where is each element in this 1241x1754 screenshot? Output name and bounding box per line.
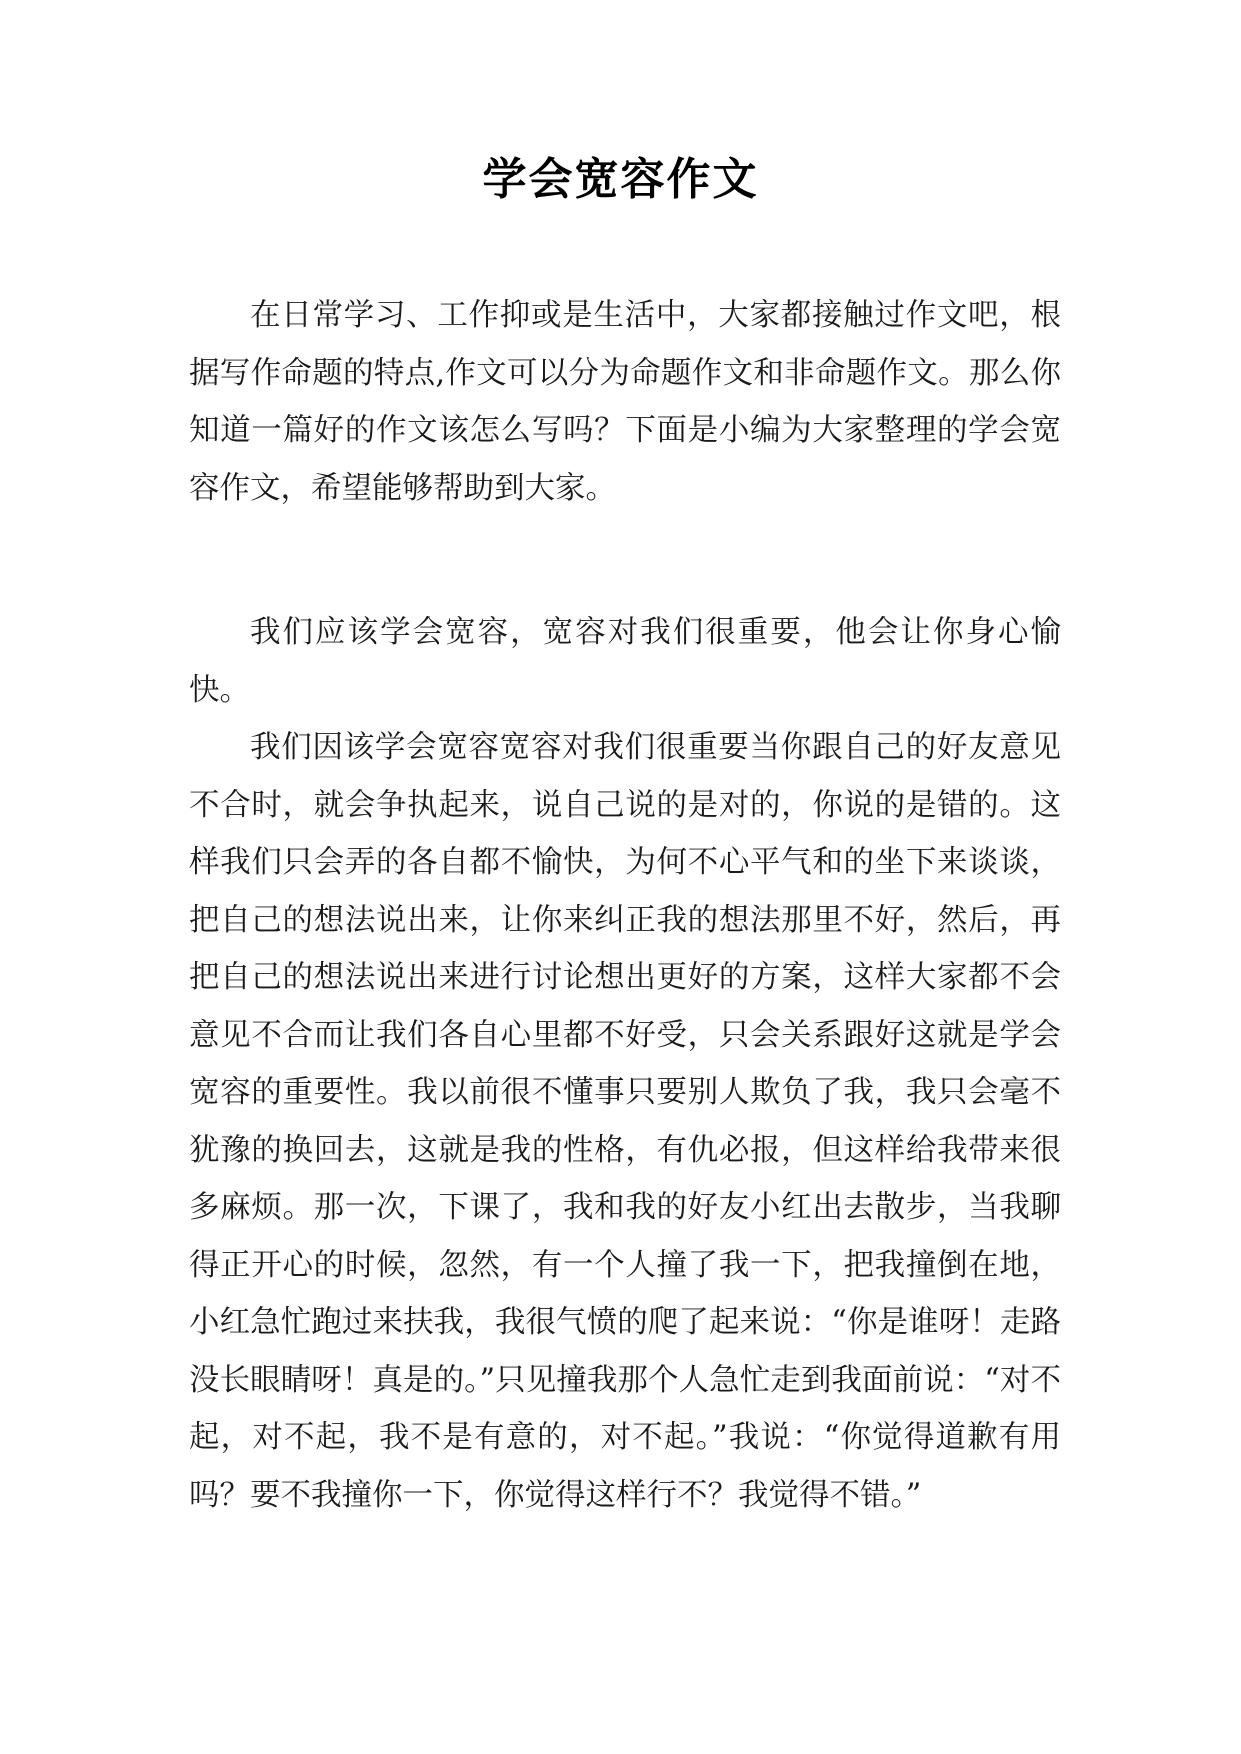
document-body (189, 287, 1061, 1524)
intro-paragraph: 在日常学习、工作抑或是生活中，大家都接触过作文吧，根据写作命题的特点,作文可以分为命题作文和非命题作文。那么你知道一篇好的作文该怎么写吗？下面是小编为大家整理的学会宽容作文，希望能够帮助到大家。 (189, 298, 1061, 506)
document-title: 学会宽容作文 (482, 154, 759, 205)
body-paragraph: 我们应该学会宽容，宽容对我们很重要，他会让你身心愉快。 (189, 615, 1061, 708)
body-paragraph: 我们因该学会宽容宽容对我们很重要当你跟自己的好友意见不合时，就会争执起来，说自己说的是对的，你说的是错的。这样我们只会弄的各自都不愉快，为何不心平气和的坐下来谈谈，把自己的想法说出来，让你来纠正我的想法那里不好，然后，再把自己的想法说出来进行讨论想出更好的方案，这样大家都不会意见不合而让我们各自心里都不好受，只会关系跟好这就是学会宽容的重要性。我以前很不懂事只要别人欺负了我，我只会毫不犹豫的换回去，这就是我的性格，有仇必报，但这样给我带来很多麻烦。那一次，下课了，我和我的好友小红出去散步，当我聊得正开心的时候，忽然，有一个人撞了我一下，把我撞倒在地，小红急忙跑过来扶我，我很气愤的爬了起来说：“你是谁呀！走路没长眼睛呀！真是的。”只见撞我那个人急忙走到我面前说：“对不起，对不起，我不是有意的，对不起。”我说：“你觉得道歉有用吗？要不我撞你一下，你觉得这样行不？我觉得不错。” (189, 730, 1061, 1513)
paragraph-spacer (189, 517, 1061, 604)
